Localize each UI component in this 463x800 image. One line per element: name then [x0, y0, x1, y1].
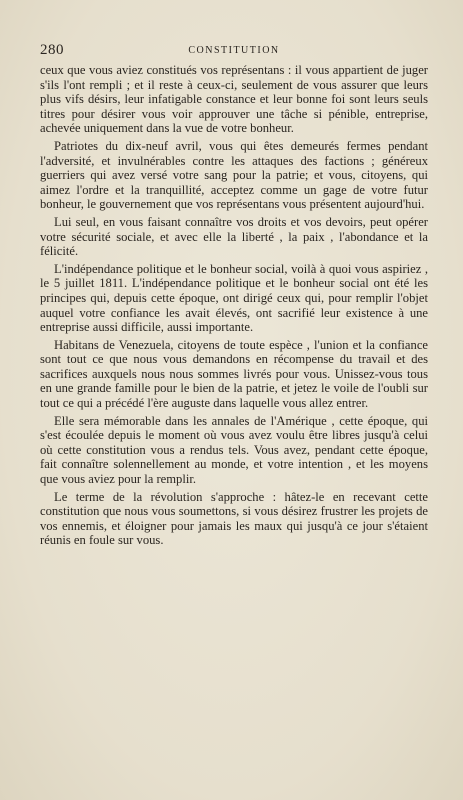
paragraph: Patriotes du dix-neuf avril, vous qui êtes demeurés fermes pendant l'adversité, et invulnérables contre les attaques des factions ; généreux guerriers qui avez versé votre sang pour la patrie; et vous, citoyens, qui aimez l'ordre et la tranquillité, acceptez comme un gage de votre futur bonheur, le gouvernement que vos représentans vous présentent aujourd'hui. — [40, 138, 428, 212]
paragraph: Habitans de Venezuela, citoyens de toute espèce , l'union et la confiance sont tout ce que nous vous demandons en récompense du travail et des sacrifices auxquels nous nous sommes livrés pour vous. Unissez-vous tous en une grande famille pour le bien de la patrie, et jetez le voile de l'oubli sur tout ce qui a précédé l'ère auguste dans laquelle vous allez entrer. — [40, 337, 428, 411]
page-number: 280 — [40, 42, 64, 58]
paragraph: ceux que vous aviez constitués vos représentans : il vous appartient de juger s'ils l'ont rempli ; et il reste à ceux-ci, seulement de vous assurer que leurs plus vifs désirs, leur infatigable constance et leur bonne foi sont leurs seuls titres pour désirer vous voir approuver une tâche si pénible, entreprise, achevée uniquement dans la vue de votre bonheur. — [40, 63, 428, 136]
paragraph: Lui seul, en vous faisant connaître vos droits et vos devoirs, peut opérer votre sécurité sociale, et avec elle la liberté , la paix , l'abondance et la félicité. — [40, 214, 428, 259]
paragraph: Le terme de la révolution s'approche : hâtez-le en recevant cette constitution que nous vous soumettons, si vous désirez frustrer les projets de vos ennemis, et éloigner pour jamais les maux qui jusqu'à ce jour s'étaient réunis en foule sur vous. — [40, 489, 428, 548]
body-text — [40, 63, 428, 551]
paragraph: L'indépendance politique et le bonheur social, voilà à quoi vous aspiriez , le 5 juillet 1811. L'indépendance politique et le bonheur social ont été les principes qui, depuis cette époque, ont dirigé ceux qui, pour remplir l'objet auquel votre confiance les avait élevés, ont sacrifié leur existence à une entreprise aussi difficile, aussi importante. — [40, 261, 428, 335]
running-head: CONSTITUTION — [188, 45, 280, 56]
page-header — [40, 42, 428, 58]
paragraph: Elle sera mémorable dans les annales de l'Amérique , cette époque, qui s'est écoulée depuis le moment où vous avez voulu être libres jusqu'à celui où cette constitution vous a rendus tels. Vous avez, pendant cette époque, fait connaître solennellement au monde, et votre intention , et les moyens que vous aviez pour la remplir. — [40, 413, 428, 487]
